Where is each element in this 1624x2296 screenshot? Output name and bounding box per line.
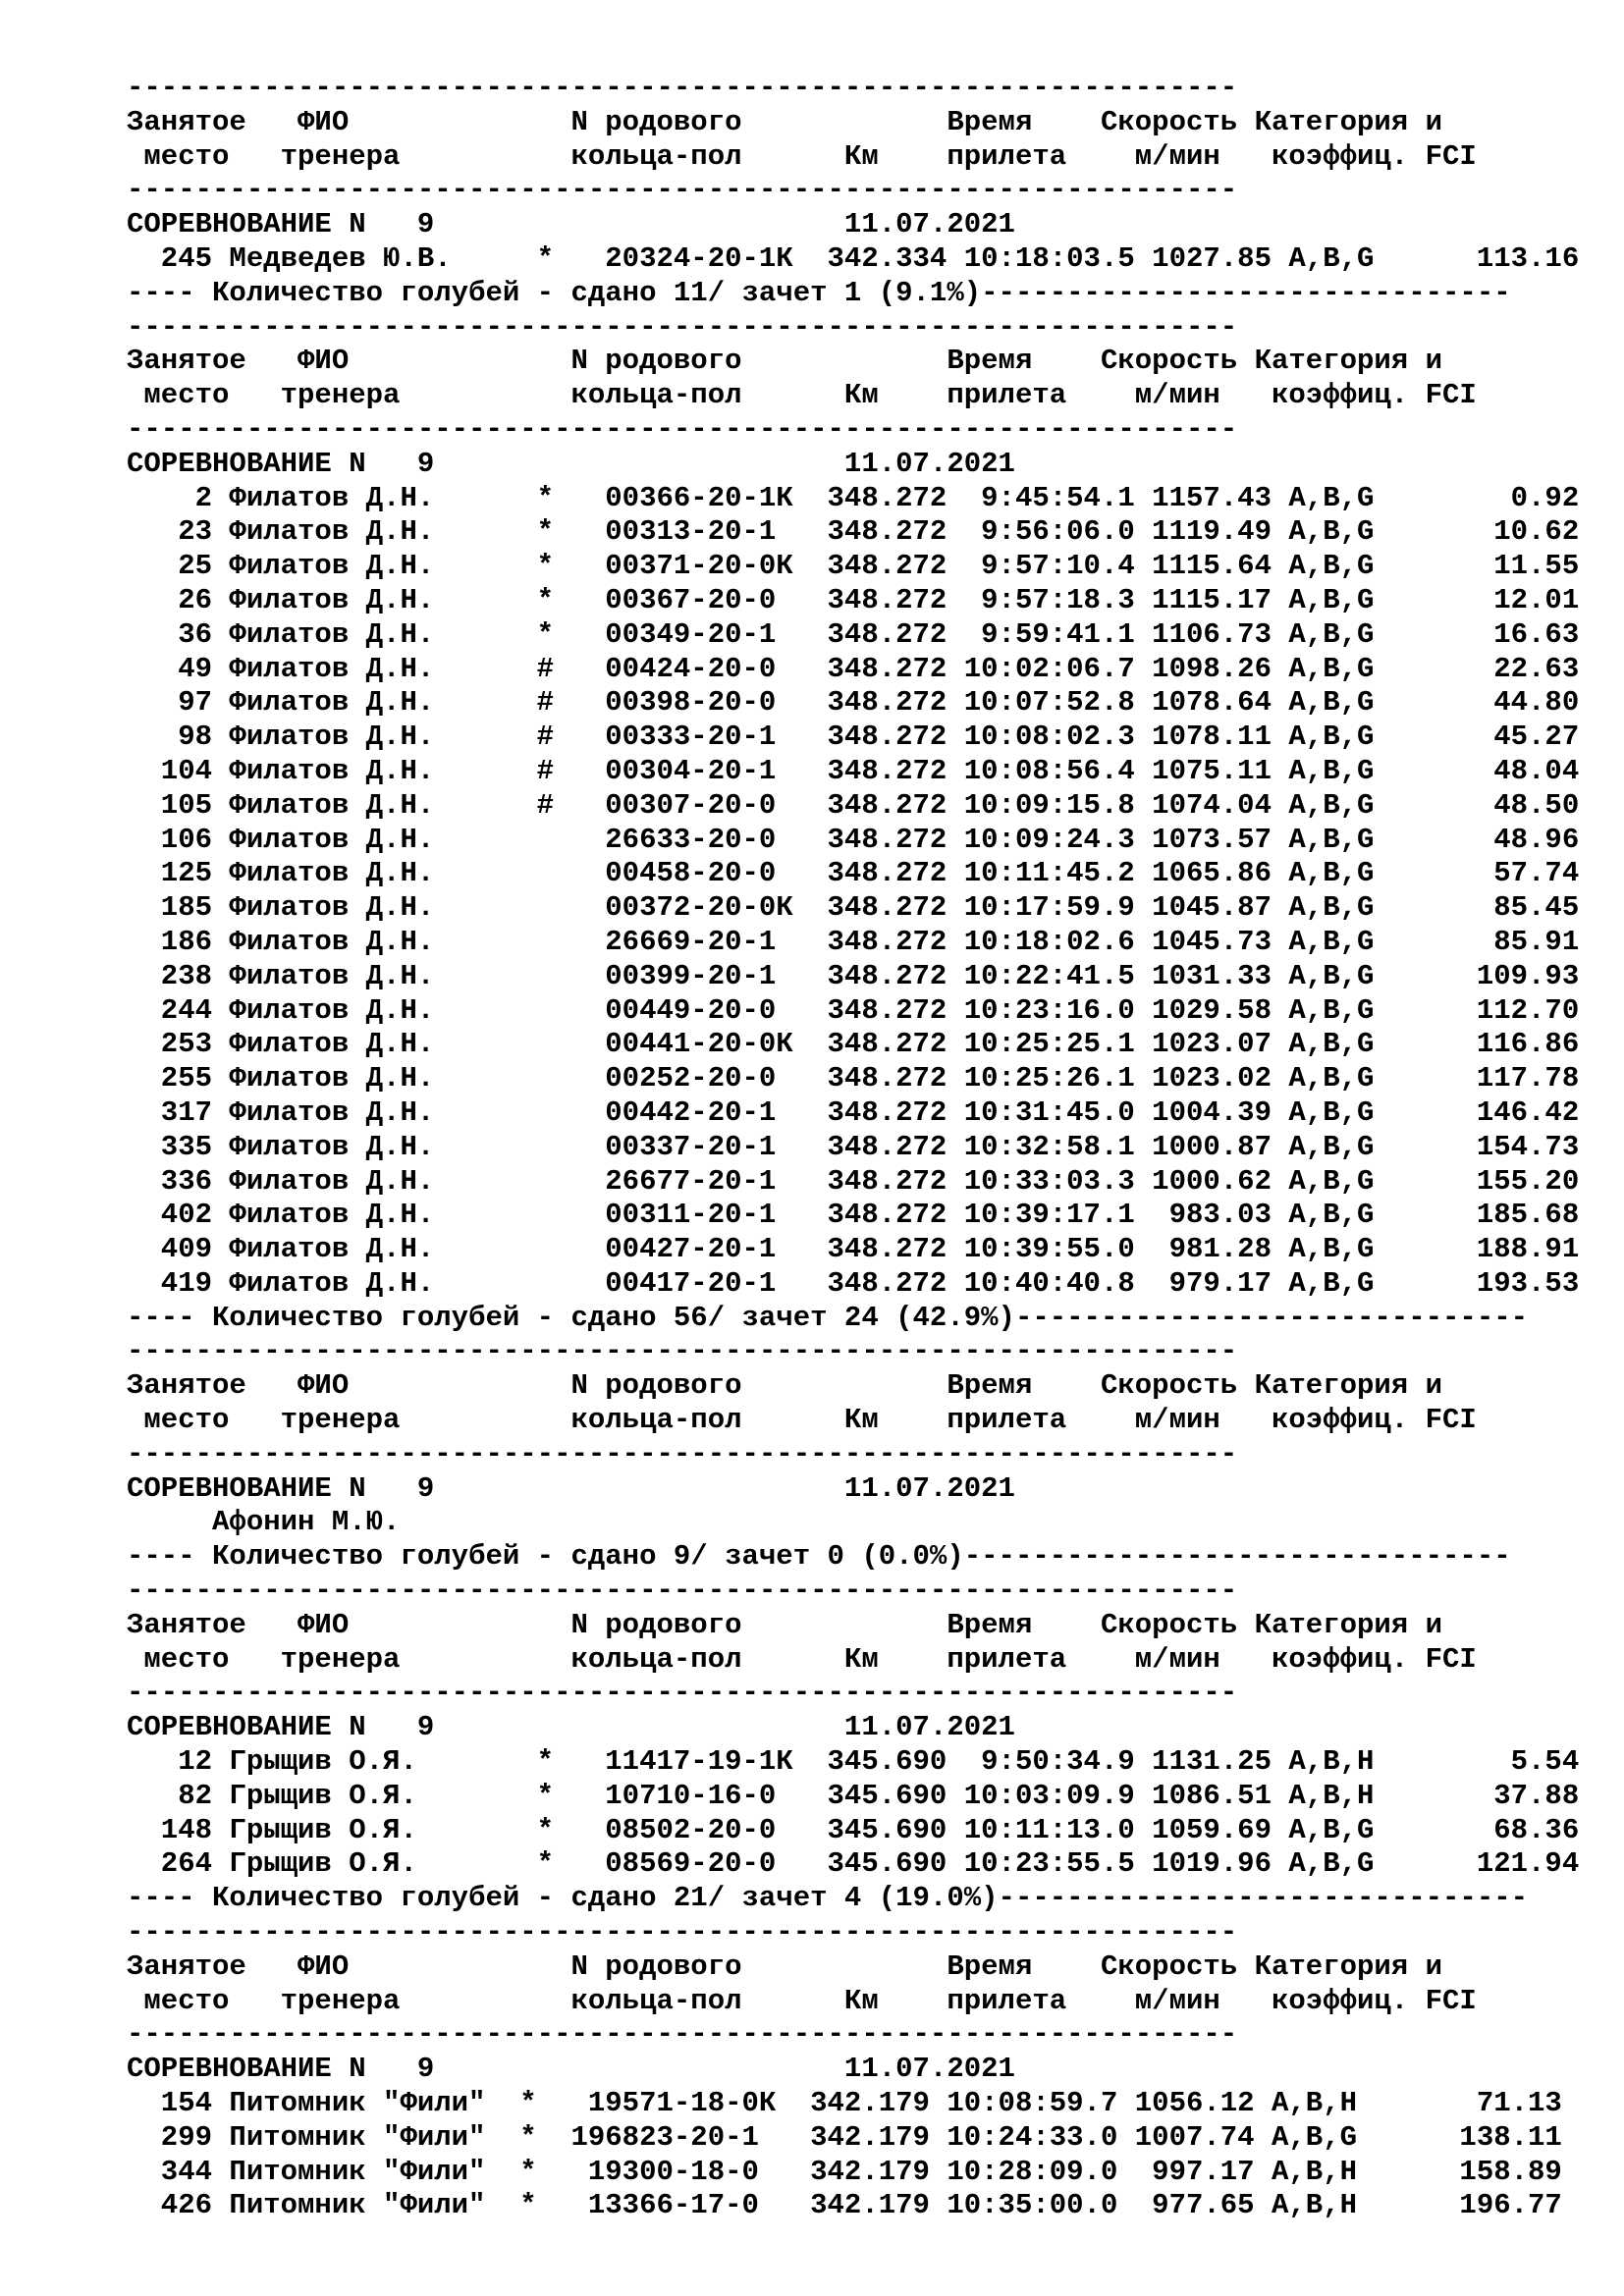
- section-summary: ---- Количество голубей - сдано 9/ зачет 0 (0.0%)--------------------------------: [127, 1540, 1511, 1574]
- result-row: 253 Филатов Д.Н. 00441-20-0К 348.272 10:25:25.1 1023.07 A,B,G 116.86: [127, 1028, 1580, 1061]
- result-row: 97 Филатов Д.Н. # 00398-20-0 348.272 10:07:52.8 1078.64 A,B,G 44.80: [127, 686, 1580, 720]
- separator-line: -----------------------------------------------------------------: [127, 1916, 1238, 1949]
- result-row: 426 Питомник "Фили" * 13366-17-0 342.179 10:35:00.0 977.65 A,B,H 196.77: [127, 2189, 1562, 2222]
- separator-line: -----------------------------------------------------------------: [127, 1335, 1238, 1368]
- result-row: 335 Филатов Д.Н. 00337-20-1 348.272 10:32:58.1 1000.87 A,B,G 154.73: [127, 1130, 1580, 1163]
- result-row: 299 Питомник "Фили" * 196823-20-1 342.179 10:24:33.0 1007.74 A,B,G 138.11: [127, 2120, 1562, 2154]
- result-row: 25 Филатов Д.Н. * 00371-20-0К 348.272 9:57:10.4 1115.64 A,B,G 11.55: [127, 550, 1580, 583]
- separator-line: -----------------------------------------------------------------: [127, 72, 1238, 104]
- column-header-row-1: Занятое ФИО N родового Время Скорость Категория и: [127, 105, 1443, 138]
- result-row: 106 Филатов Д.Н. 26633-20-0 348.272 10:09:24.3 1073.57 A,B,G 48.96: [127, 823, 1580, 856]
- result-row: 105 Филатов Д.Н. # 00307-20-0 348.272 10:09:15.8 1074.04 A,B,G 48.50: [127, 788, 1580, 822]
- column-header-row-1: Занятое ФИО N родового Время Скорость Категория и: [127, 345, 1443, 378]
- result-row: 98 Филатов Д.Н. # 00333-20-1 348.272 10:08:02.3 1078.11 A,B,G 45.27: [127, 721, 1580, 754]
- result-row: 125 Филатов Д.Н. 00458-20-0 348.272 10:11:45.2 1065.86 A,B,G 57.74: [127, 857, 1580, 890]
- result-row: 2 Филатов Д.Н. * 00366-20-1К 348.272 9:45:54.1 1157.43 A,B,G 0.92: [127, 481, 1580, 514]
- column-header-row-2: место тренера кольца-пол Км прилета м/мин коэффиц. FCI: [127, 1984, 1477, 2017]
- separator-line: -----------------------------------------------------------------: [127, 310, 1238, 344]
- result-row: 255 Филатов Д.Н. 00252-20-0 348.272 10:25:26.1 1023.02 A,B,G 117.78: [127, 1062, 1580, 1095]
- result-row: 49 Филатов Д.Н. # 00424-20-0 348.272 10:02:06.7 1098.26 A,B,G 22.63: [127, 652, 1580, 685]
- competition-title: СОРЕВНОВАНИЕ N 9 11.07.2021: [127, 1471, 1015, 1505]
- column-header-row-1: Занятое ФИО N родового Время Скорость Категория и: [127, 1369, 1443, 1403]
- section-summary: ---- Количество голубей - сдано 21/ зачет 4 (19.0%)-------------------------------: [127, 1882, 1529, 1915]
- separator-line: -----------------------------------------------------------------: [127, 2018, 1238, 2052]
- separator-line: -----------------------------------------------------------------: [127, 1677, 1238, 1710]
- column-header-row-2: место тренера кольца-пол Км прилета м/мин коэффиц. FCI: [127, 1404, 1477, 1437]
- competition-title: СОРЕВНОВАНИЕ N 9 11.07.2021: [127, 2053, 1015, 2086]
- section-summary: ---- Количество голубей - сдано 11/ зачет 1 (9.1%)-------------------------------: [127, 276, 1511, 309]
- separator-line: -----------------------------------------------------------------: [127, 1437, 1238, 1470]
- result-row: 264 Грыщив О.Я. * 08569-20-0 345.690 10:23:55.5 1019.96 A,B,G 121.94: [127, 1847, 1580, 1881]
- results-report: [127, 72, 1579, 2223]
- result-row: 336 Филатов Д.Н. 26677-20-1 348.272 10:33:03.3 1000.62 A,B,G 155.20: [127, 1164, 1580, 1198]
- result-row: 317 Филатов Д.Н. 00442-20-1 348.272 10:31:45.0 1004.39 A,B,G 146.42: [127, 1095, 1580, 1129]
- section-summary: ---- Количество голубей - сдано 56/ зачет 24 (42.9%)------------------------------: [127, 1301, 1529, 1334]
- result-row: 148 Грыщив О.Я. * 08502-20-0 345.690 10:11:13.0 1059.69 A,B,G 68.36: [127, 1813, 1580, 1846]
- competition-title: СОРЕВНОВАНИЕ N 9 11.07.2021: [127, 208, 1015, 241]
- result-row: 154 Питомник "Фили" * 19571-18-0К 342.179 10:08:59.7 1056.12 A,B,H 71.13: [127, 2087, 1562, 2120]
- separator-line: -----------------------------------------------------------------: [127, 174, 1238, 207]
- column-header-row-1: Занятое ФИО N родового Время Скорость Категория и: [127, 1949, 1443, 1983]
- result-row: 409 Филатов Д.Н. 00427-20-1 348.272 10:39:55.0 981.28 A,B,G 188.91: [127, 1233, 1580, 1266]
- result-row: 186 Филатов Д.Н. 26669-20-1 348.272 10:18:02.6 1045.73 A,B,G 85.91: [127, 925, 1580, 958]
- competition-title: СОРЕВНОВАНИЕ N 9 11.07.2021: [127, 1711, 1015, 1744]
- result-row: 419 Филатов Д.Н. 00417-20-1 348.272 10:40:40.8 979.17 A,B,G 193.53: [127, 1266, 1580, 1300]
- result-row: Афонин М.Ю.: [127, 1506, 401, 1539]
- competition-title: СОРЕВНОВАНИЕ N 9 11.07.2021: [127, 447, 1015, 480]
- result-row: 82 Грыщив О.Я. * 10710-16-0 345.690 10:03:09.9 1086.51 A,B,H 37.88: [127, 1779, 1580, 1812]
- result-row: 238 Филатов Д.Н. 00399-20-1 348.272 10:22:41.5 1031.33 A,B,G 109.93: [127, 959, 1580, 992]
- result-row: 185 Филатов Д.Н. 00372-20-0К 348.272 10:17:59.9 1045.87 A,B,G 85.45: [127, 891, 1580, 925]
- result-row: 402 Филатов Д.Н. 00311-20-1 348.272 10:39:17.1 983.03 A,B,G 185.68: [127, 1199, 1580, 1232]
- result-row: 344 Питомник "Фили" * 19300-18-0 342.179 10:28:09.0 997.17 A,B,H 158.89: [127, 2155, 1562, 2188]
- column-header-row-2: место тренера кольца-пол Км прилета м/мин коэффиц. FCI: [127, 379, 1477, 412]
- column-header-row-2: место тренера кольца-пол Км прилета м/мин коэффиц. FCI: [127, 139, 1477, 173]
- result-row: 36 Филатов Д.Н. * 00349-20-1 348.272 9:59:41.1 1106.73 A,B,G 16.63: [127, 617, 1580, 651]
- result-row: 12 Грыщив О.Я. * 11417-19-1К 345.690 9:50:34.9 1131.25 A,B,H 5.54: [127, 1745, 1580, 1779]
- result-row: 245 Медведев Ю.В. * 20324-20-1К 342.334 10:18:03.5 1027.85 A,B,G 113.16: [127, 241, 1580, 275]
- separator-line: -----------------------------------------------------------------: [127, 1575, 1238, 1608]
- column-header-row-1: Занятое ФИО N родового Время Скорость Категория и: [127, 1608, 1443, 1641]
- result-row: 23 Филатов Д.Н. * 00313-20-1 348.272 9:56:06.0 1119.49 A,B,G 10.62: [127, 515, 1580, 549]
- result-row: 104 Филатов Д.Н. # 00304-20-1 348.272 10:08:56.4 1075.11 A,B,G 48.04: [127, 754, 1580, 787]
- separator-line: -----------------------------------------------------------------: [127, 412, 1238, 446]
- result-row: 26 Филатов Д.Н. * 00367-20-0 348.272 9:57:18.3 1115.17 A,B,G 12.01: [127, 583, 1580, 616]
- column-header-row-2: место тренера кольца-пол Км прилета м/мин коэффиц. FCI: [127, 1642, 1477, 1676]
- result-row: 244 Филатов Д.Н. 00449-20-0 348.272 10:23:16.0 1029.58 A,B,G 112.70: [127, 993, 1580, 1027]
